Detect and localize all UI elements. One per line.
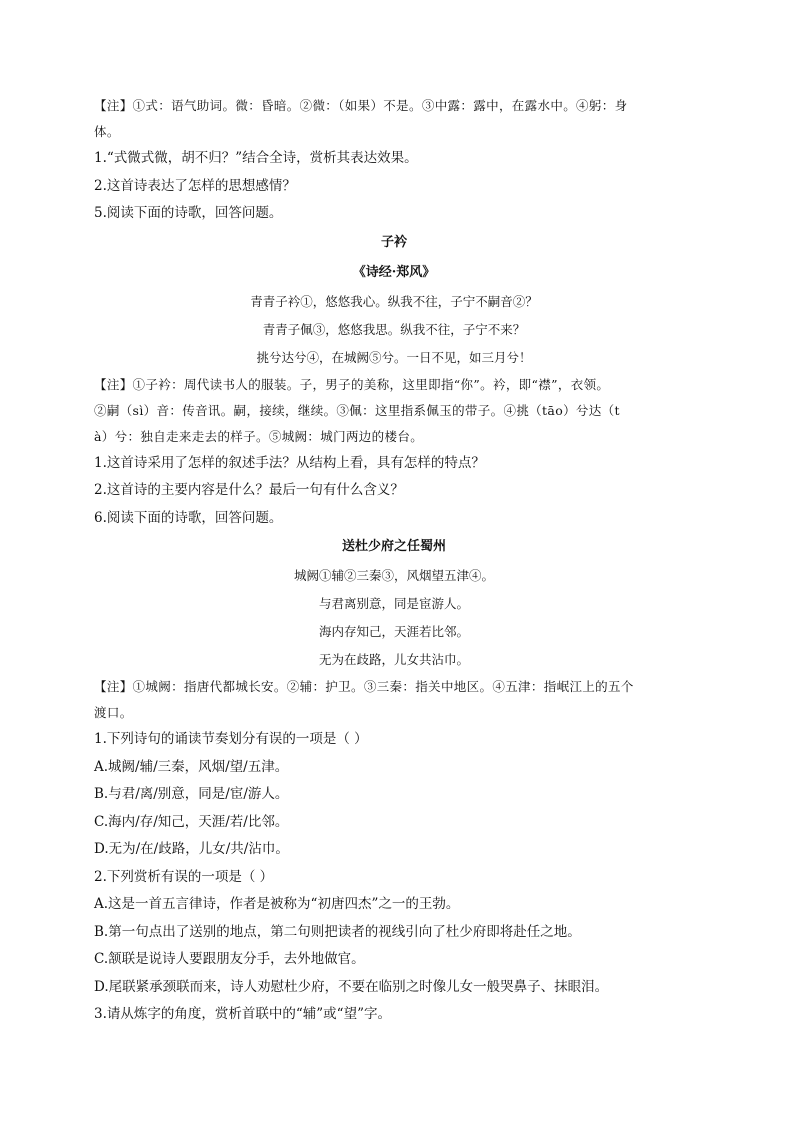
question-stem: 2.下列赏析有误的一项是（ ） [94,868,274,885]
question: 3.请从炼字的角度，赏析首联中的“辅”或“望”字。 [94,1006,391,1022]
poem-source: 《诗经·郑风》 [352,264,436,280]
poem-title: 送杜少府之任蜀州 [341,539,446,554]
annotation-line: 渡口。 [94,705,133,720]
option-d: D.尾联紧承颈联而来，诗人劝慰杜少府，不要在临别之时像儿女一般哭鼻子、抹眼泪。 [94,978,609,995]
annotation-line: 【注】①城阙：指唐代都城长安。②辅：护卫。③三秦：指关中地区。④五津：指岷江上的五个 [94,679,634,694]
page-content [94,93,694,1029]
section-intro: 6.阅读下面的诗歌，回答问题。 [94,509,283,526]
question: 2.这首诗表达了怎样的思想感情？ [94,177,296,194]
poem-line: 青青子佩③，悠悠我思。纵我不往，子宁不来？ [262,321,526,337]
annotation-line: 【注】①子衿：周代读书人的服装。子，男子的美称，这里即指“你”。衿，即“襟”，衣领。 [94,376,610,392]
annotation-line: à）兮：独自走来走去的样子。⑤城阙：城门两边的楼台。 [94,428,424,444]
option-c: C.海内/存/知己，天涯/若/比邻。 [94,813,289,830]
poem-title: 子衿 [380,234,407,250]
section-intro: 5.阅读下面的诗歌，回答问题。 [94,205,283,221]
option-b: B.与君/离/别意，同是/宦/游人。 [94,786,289,802]
poem-line: 海内存知己，天涯若比邻。 [318,624,469,639]
question: 1.这首诗采用了怎样的叙述手法？从结构上看，具有怎样的特点？ [94,454,485,471]
poem-line: 挑兮达兮④，在城阙⑤兮。一日不见，如三月兮！ [256,349,532,365]
poem-line: 城阙①辅②三秦③，风烟望五津④。 [293,568,494,583]
option-b: B.第一句点出了送别的地点，第二句则把读者的视线引向了杜少府即将赴任之地。 [94,923,581,940]
question: 2.这首诗的主要内容是什么？最后一句有什么含义？ [94,482,404,498]
annotation-line: ②嗣（sì）音：传音讯。嗣，接续，继续。③佩：这里指系佩玉的带子。④挑（tāo）兮达（t [94,402,620,418]
option-a: A.这是一首五言律诗，作者是被称为“初唐四杰”之一的王勃。 [94,896,460,912]
poem-line: 与君离别意，同是宦游人。 [318,596,469,611]
annotation-line: 体。 [94,124,120,139]
option-d: D.无为/在/歧路，儿女/共/沾巾。 [94,841,289,857]
option-a: A.城阙/辅/三秦，风烟/望/五津。 [94,758,289,775]
question-stem: 1.下列诗句的诵读节奏划分有误的一项是（ ） [94,731,368,747]
annotation-line: 【注】①式：语气助词。微：昏暗。②微：（如果）不是。③中露：露中，在露水中。④躬：身 [94,98,628,113]
poem-line: 无为在歧路，儿女共沾巾。 [318,652,469,667]
poem-line: 青青子衿①，悠悠我心。纵我不往，子宁不嗣音②？ [250,293,538,309]
option-c: C.颔联是说诗人要跟朋友分手，去外地做官。 [94,951,365,967]
question: 1.“式微式微，胡不归？”结合全诗，赏析其表达效果。 [94,150,418,166]
